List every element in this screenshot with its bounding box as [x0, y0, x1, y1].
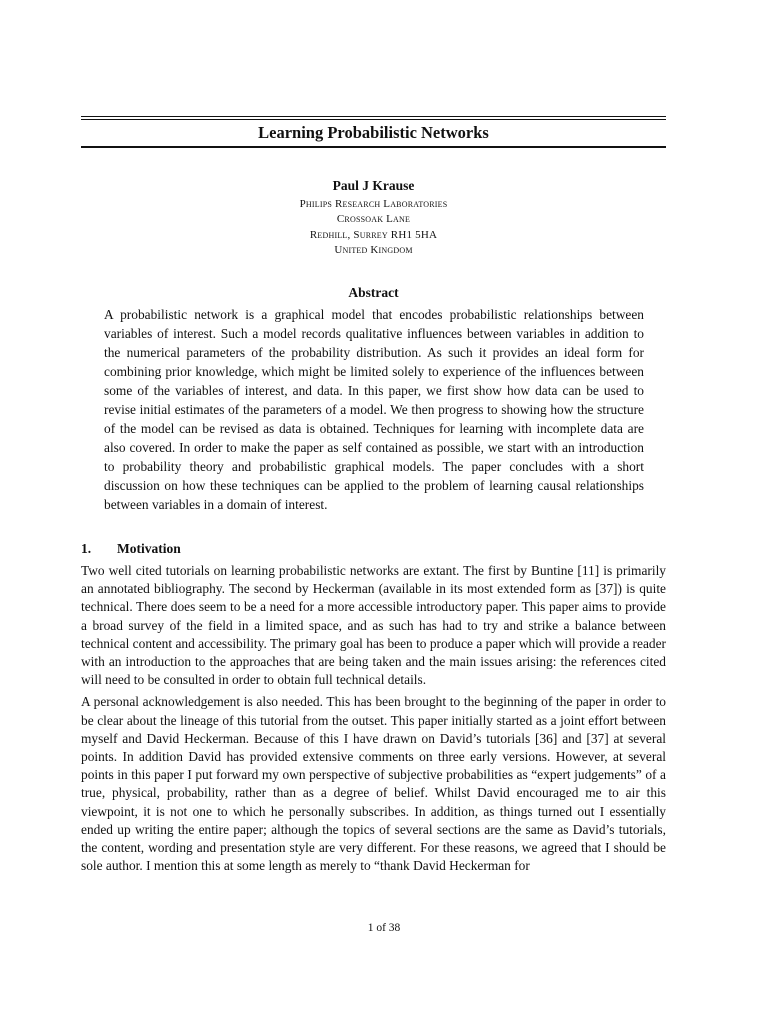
- section-body: [81, 562, 666, 879]
- section-title: Motivation: [117, 541, 181, 556]
- author-block: [81, 178, 666, 258]
- affiliation-line: Crossoak Lane: [336, 213, 411, 226]
- body-paragraph: Two well cited tutorials on learning probabilistic networks are extant. The first by Buntine [11] is primarily an annotated bibliography. The second by Heckerman (available in its most extended form as [37]) is quite technical. There does seem to be a need for a more accessible introductory paper. This paper aims to provide a broad survey of the field in a limited space, and as such has had to try and strike a balance between technical content and accessibility. The primary goal has been to produce a paper which will provide a reader with an introduction to the approaches that are being taken and the main issues arising: the references cited will need to be consulted in order to obtain full technical details.: [81, 563, 666, 688]
- affiliation-line: Redhill, Surrey RH1 5HA: [309, 228, 438, 241]
- body-paragraph: A personal acknowledgement is also needed. This has been brought to the beginning of the paper in order to be clear about the lineage of this tutorial from the outset. This paper initially started as a joint effort between myself and David Heckerman. Because of this I have drawn on David’s tutorials [36] and [37] at several points. In addition David has provided extensive comments on three early versions. However, at several points in this paper I put forward my own perspective of subjective probabilities as “expert judgements” of a true, physical, probability, rather than as a degree of belief. Whilst David encouraged me to air this viewpoint, it is not one to which he personally subscribes. In addition, as things turned out I essentially ended up writing the entire paper; although the topics of several sections are the same as David’s tutorials, the content, wording and presentation style are very different. For these reasons, we agreed that I should be sole author. I mention this at some length as merely to “thank David Heckerman for: [81, 694, 666, 874]
- section-number: 1.: [81, 541, 92, 556]
- title-rule-bottom: [81, 146, 666, 148]
- author-name: Paul J Krause: [332, 178, 415, 193]
- abstract-text: A probabilistic network is a graphical model that encodes probabilistic relationships between variables of interest. Such a model records qualitative influences between variables in addition to the numerical parameters of the probability distribution. As such it provides an ideal form for combining prior knowledge, which might be limited solely to experience of the influences between some of the variables of interest, and data. In this paper, we first show how data can be used to revise initial estimates of the parameters of a model. We then progress to showing how the structure of the model can be revised as data is obtained. Techniques for learning with incomplete data are also covered. In order to make the paper as self contained as possible, we start with an introduction to probability theory and probabilistic graphical models. The paper concludes with a short discussion on how these techniques can be applied to the problem of learning causal relationships between variables in a domain of interest.: [104, 307, 644, 512]
- title-rule-top-thin: [81, 116, 666, 117]
- affiliation-line: United Kingdom: [334, 243, 413, 256]
- section-heading: [81, 541, 181, 557]
- title-rule-top-second: [81, 119, 666, 120]
- abstract-heading: Abstract: [348, 285, 399, 300]
- paper-title: Learning Probabilistic Networks: [258, 123, 489, 142]
- affiliation-line: Philips Research Laboratories: [299, 198, 448, 210]
- page-number: 1 of 38: [367, 922, 401, 934]
